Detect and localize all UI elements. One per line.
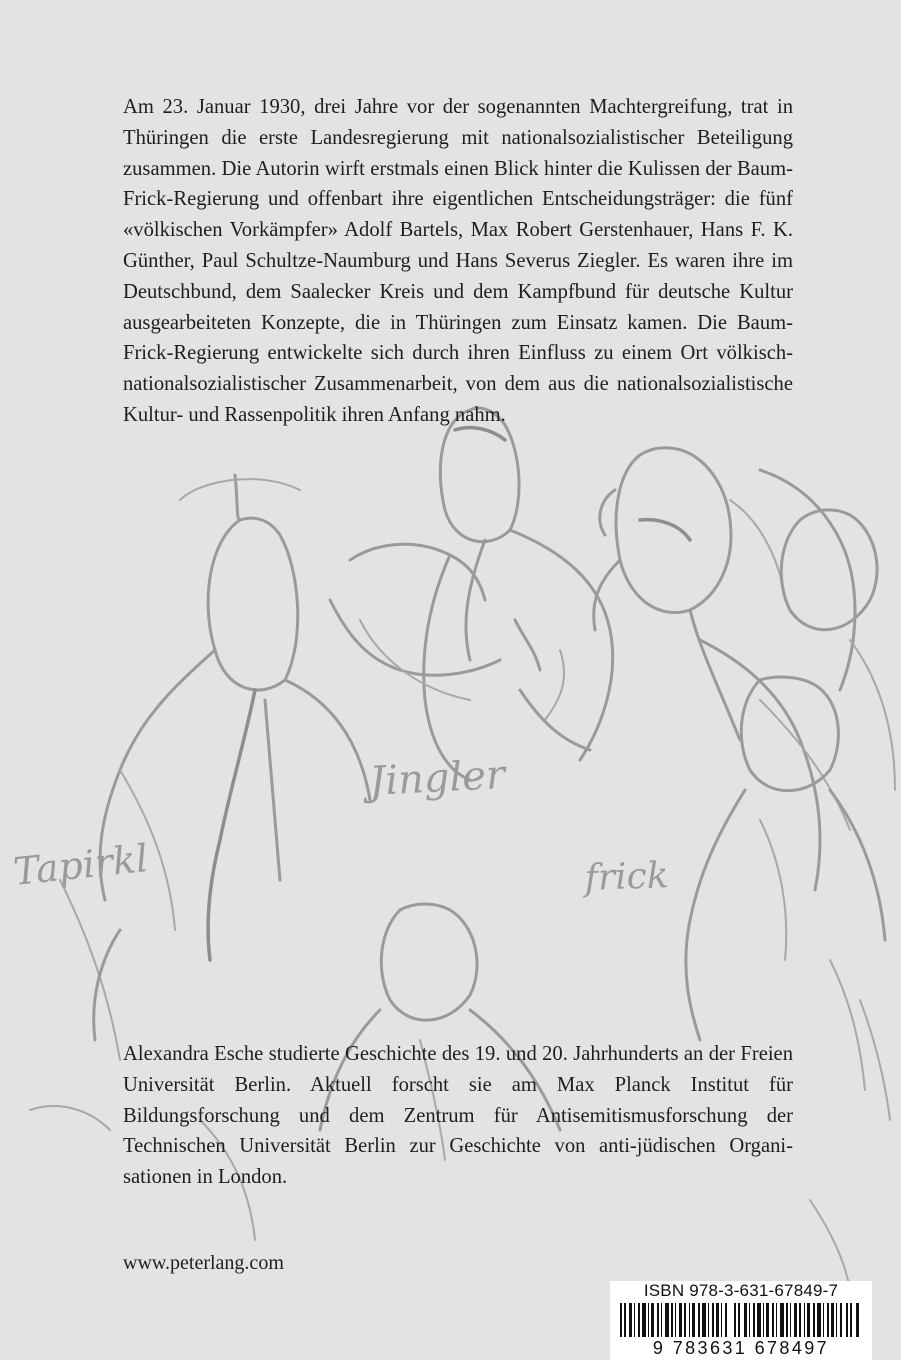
svg-text:Tapirkl: Tapirkl (11, 836, 151, 894)
book-description-paragraph: Am 23. Januar 1930, drei Jahre vor der sogenannten Machtergreifung, trat in Thüringen die erste Landesregierung mit nationalsozialistischer Beteiligung zusammen. Die Autorin wirft erstmals einen Blick hinter die Kulissen der Baum-Frick-Regierung und offenbart ihre eigentlichen Entscheidungsträger: die fünf «völkischen Vorkämpfer» Adolf Bartels, Max Robert Gerstenhauer, Hans F. K. Günther, Paul Schultze-Naumburg und Hans Severus Ziegler. Es waren ihre im Deutschbund, dem Saalecker Kreis und dem Kampfbund für deutsche Kultur ausgearbeiteten Konzepte, die in Thüringen zum Einsatz kamen. Die Baum-Frick-Regierung entwickelte sich durch ihren Einfluss zu einem Ort völkisch-nationalsozialistischer Zusammenarbeit, von dem aus die nationalsozialistische Kultur- und Rassenpolitik ihren Anfang nahm. (123, 96, 793, 426)
svg-text:Jingler: Jingler (368, 751, 507, 805)
isbn-barcode-block (610, 1281, 872, 1360)
svg-text:frick: frick (583, 855, 670, 899)
publisher-website-link[interactable]: www.peterlang.com (123, 1252, 284, 1274)
author-biography-paragraph: Alexandra Esche studierte Geschichte des 19. und 20. Jahrhunderts an der Freien Universität Berlin. Aktuell forscht sie am Max Planck Institut für Bildungsforschung und dem Zentrum für Antisemitismusforschung der Technischen Universität Berlin zur Geschichte von anti-jüdischen Organisationen in London. (123, 1043, 793, 1189)
barcode-icon (620, 1303, 862, 1339)
barcode-digits: 9 783631 678497 (610, 1337, 872, 1359)
isbn-label: ISBN 978-3-631-67849-7 (643, 1281, 839, 1300)
